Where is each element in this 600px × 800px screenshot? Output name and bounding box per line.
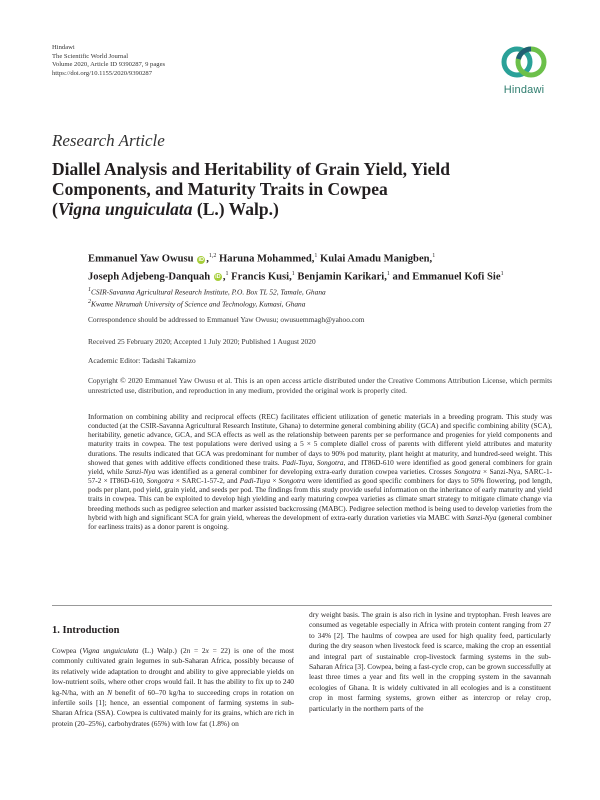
publication-dates: Received 25 February 2020; Accepted 1 July 2020; Published 1 August 2020 [88, 337, 316, 346]
affiliation-1: $^1$CSIR-Savanna Agricultural Research Institute, P.O. Box TL 52, Tamale, Ghana [88, 287, 326, 297]
author-name[interactable]: Joseph Adjebeng-Danquah [88, 271, 211, 283]
journal-meta [52, 44, 165, 78]
title-line-1: Diallel Analysis and Heritability of Grain Yield, Yield [52, 159, 450, 179]
journal-name: The Scientific World Journal [52, 52, 129, 60]
author-name[interactable]: Francis Kusi, [231, 271, 292, 283]
orcid-icon[interactable]: iD [198, 256, 204, 263]
author-name[interactable]: and Emmanuel Kofi Sie [392, 271, 501, 283]
intro-right-column: dry weight basis. The grain is also rich in lysine and tryptophan. Fresh leaves are consumed as vegetable especially in Africa with protein content ranging from 27 to 34% [2]. The haulms of cowpea are used for high quality feed, particularly during the dry season when livestock feed is scarce, making the crop an essential and integral part of sustainable crop-livestock farming systems in the sub-Saharan Africa [3]. Cowpea, being a fast-cycle crop, can be grown successfully at least three times a year and fits well in the cropping system in the savannah ecologies of Ghana. It is widely cultivated in all ecologies and is a constituent crop in most farming systems, grown either as intercrop or relay crop, particularly in the northern parts of the [309, 610, 551, 713]
orcid-icon[interactable]: iD [215, 274, 221, 281]
logo-wordmark: Hindawi [503, 84, 545, 96]
article-type: Research Article [52, 131, 165, 150]
publisher-name: Hindawi [52, 44, 75, 51]
intro-left-column: Cowpea (Vigna unguiculata (L.) Walp.) (2n = 2x = 22) is one of the most commonly cultivated grain legumes in sub-Saharan Africa, possibly because of its relatively wide adaptation to drought and ability to give appreciable yields on low-nutrient soils, where other crops would fail. It has the ability to fix up to 240 kg-N/ha, with an N benefit of 60–70 kg/ha to succeeding crops in rotation on infertile soils [1]; hence, an essential component of farming systems in sub-Sharan Africa (SSA). Cowpea is cultivated mainly for its grains, which are rich in protein (20–25%), carbohydrates (65%) with low fat (1.8%) on [52, 646, 295, 728]
academic-editor: Academic Editor: Tadashi Takamizo [88, 356, 196, 365]
abstract: Information on combining ability and reciprocal effects (REC) facilitates efficient utilization of genetic materials in a breeding program. This study was conducted (at the CSIR-Savanna Agricultural Research Institute, Ghana) to determine general combining ability (GCA) and specific combining ability (SCA), heritability, genetic advance, GCA, and SCA effects as well as the relationship between parents per se performance and progenies for yield components and maturity traits in cowpea. The test populations were derived using a 5 × 5 complete diallel cross of parents with different yield attributes and maturity durations. The results indicated that GCA was predominant for number of days to 90% pod maturity, plant height at maturity, and hundred-seed weight. This showed that genes with additive effects conditioned these traits. Padi-Tuya, Songotra, and IT86D-610 were identified as good general combiners for grain yield, while Sanzi-Nya was identified as a general combiner for developing extra-early duration cowpea varieties. Crosses Songotra × Sanzi-Nya, SARC-1-57-2 × IT86D-610, Songotra × SARC-1-57-2, and Padi-Tuya × Songotra were identified as good specific combiners for days to 50% flowering, pod length, pods per plant, pod yield, grain yield, and seeds per pod. The findings from this study provide useful information on the inheritance of early maturity and yield traits in cowpea. This can be exploited to develop high yielding and early maturing cowpea varieties as climate smart strategy to mitigate climate change via breeding methods such as pedigree selection and marker assisted backcrossing (MABC). Pedigree selection method is being used to develop varieties from the hybrid with high and significant SCA for grain yield, whereas the development of extra-early duration varieties via MABC with Sanzi-Nya (general combiner for earliness traits) as a donor parent is ongoing. [88, 412, 553, 531]
author-name[interactable]: Benjamin Karikari, [297, 271, 387, 283]
author-name[interactable]: Emmanuel Yaw Owusu [88, 253, 194, 265]
copyright-notice: Copyright © 2020 Emmanuel Yaw Owusu et al. This is an open access article distributed under the Creative Commons Attribution License, which permits unrestricted use, distribution, and reproduction in any medium, provided the original work is properly cited. [88, 376, 552, 395]
author-name[interactable]: Kulai Amadu Manigben, [320, 253, 433, 265]
correspondence: Correspondence should be addressed to Emmanuel Yaw Owusu; owusuemmagh@yahoo.com [88, 315, 365, 324]
affiliations [88, 285, 326, 310]
title-line-3: (Vigna unguiculata (L.) Walp.) [52, 199, 279, 219]
volume-line: Volume 2020, Article ID 9390287, 9 pages [52, 61, 166, 69]
author-line-1: Emmanuel Yaw Owusu iD ,$^{1,2}$ Haruna Mohammed,$^1$ Kulai Amadu Manigben,$^1$ [88, 253, 436, 265]
paper-title [52, 159, 552, 219]
author-line-2: Joseph Adjebeng-Danquah iD ,$^1$ Francis Kusi,$^1$ Benjamin Karikari,$^1$ and Emmanuel Kofi Sie$^1$ [88, 270, 504, 283]
affiliation-2: $^2$Kwame Nkrumah University of Science and Technology, Kumasi, Ghana [88, 299, 306, 309]
section-divider [52, 605, 552, 606]
doi-link[interactable]: https://doi.org/10.1155/2020/9390287 [52, 69, 153, 77]
author-list [88, 249, 558, 285]
section-heading-introduction: 1. Introduction [52, 625, 120, 636]
author-name[interactable]: Haruna Mohammed, [219, 253, 315, 265]
hindawi-logo [496, 42, 552, 104]
species-name: Vigna unguiculata [57, 199, 193, 219]
title-line-2: Components, and Maturity Traits in Cowpea [52, 179, 388, 199]
hindawi-logo-icon [501, 42, 547, 82]
